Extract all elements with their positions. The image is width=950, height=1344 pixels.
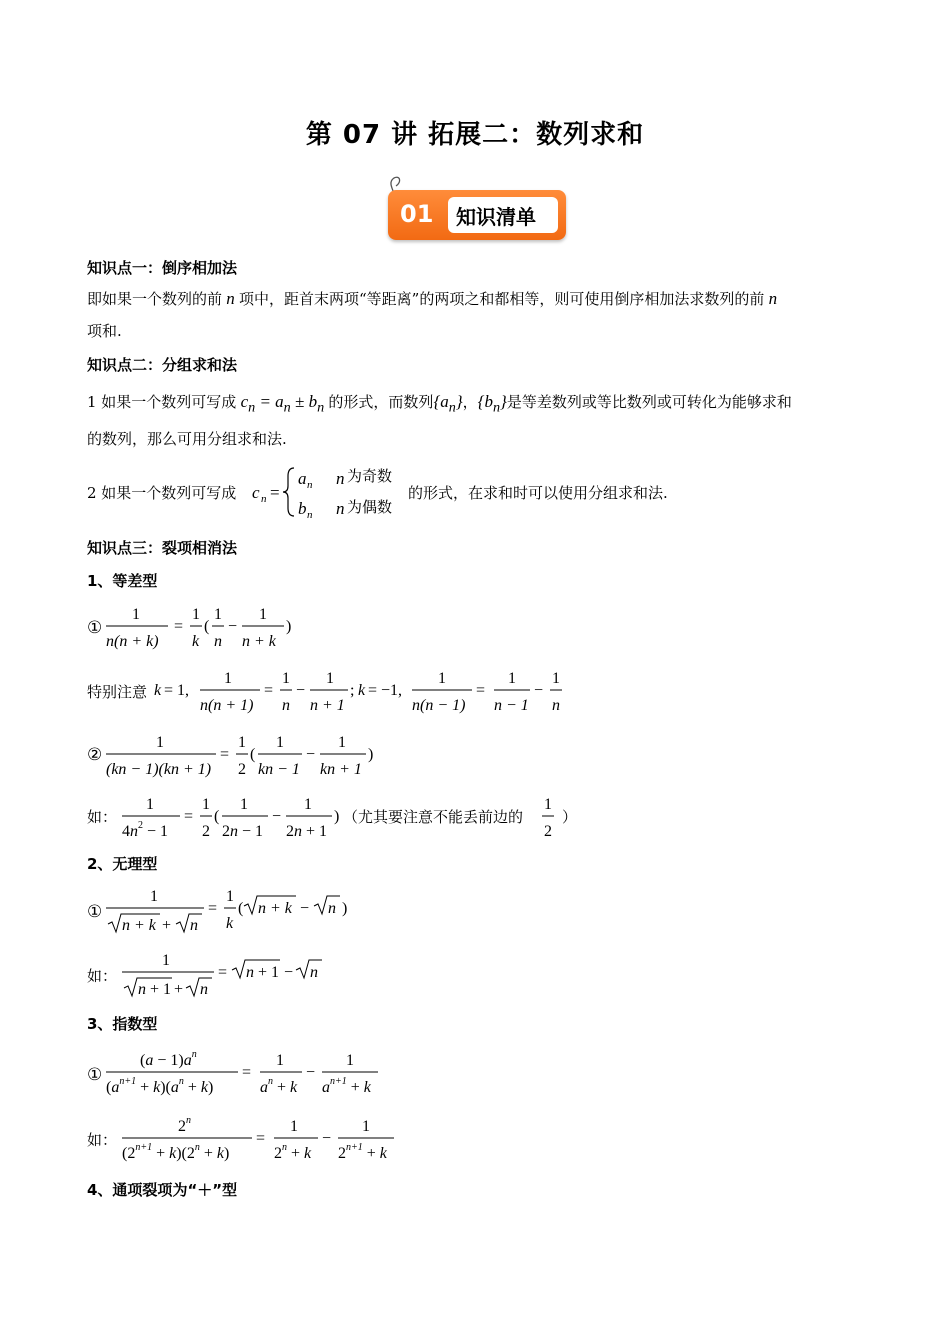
svg-text:1: 1 xyxy=(326,670,334,687)
svg-text:n: n xyxy=(261,493,267,505)
svg-text:n: n xyxy=(336,469,345,488)
marker-1: ① xyxy=(87,618,103,638)
svg-text:2: 2 xyxy=(238,761,246,778)
formula-exponential-1 xyxy=(104,1046,394,1100)
svg-text:1: 1 xyxy=(226,888,234,905)
svg-text:1: 1 xyxy=(362,1118,370,1135)
marker-1: ① xyxy=(87,1065,103,1085)
svg-text:(: ( xyxy=(238,900,244,917)
section-2-item-1 xyxy=(87,391,887,418)
svg-text:=: = xyxy=(218,964,228,981)
svg-text:1: 1 xyxy=(224,670,232,687)
svg-text:;: ; xyxy=(350,682,355,699)
svg-text:n(n + k): n(n + k) xyxy=(106,633,159,650)
svg-text:n: n xyxy=(190,917,198,934)
svg-text:=: = xyxy=(220,746,230,763)
svg-text:−: − xyxy=(300,900,310,917)
svg-text:= 1,: = 1, xyxy=(164,682,190,699)
example-prefix-1: 如： xyxy=(87,808,118,826)
subheading-plus-type: 4、通项裂项为“＋”型 xyxy=(87,1181,238,1199)
badge-number: 01 xyxy=(400,200,434,228)
svg-text:n(n − 1): n(n − 1) xyxy=(412,697,466,714)
svg-text:n: n xyxy=(307,479,313,491)
svg-text:kn − 1: kn − 1 xyxy=(258,761,300,778)
subheading-exponential: 3、指数型 xyxy=(87,1015,158,1033)
svg-text:(an+1 + k)(an + k): $(a^{n+1} + k)(a^n + k)$ xyxy=(106,1076,214,1096)
svg-text:1: 1 xyxy=(276,734,284,751)
svg-text:2n − 1: 2n − 1 xyxy=(222,823,264,840)
math-bn-set: $\{b_n\}$ xyxy=(477,392,507,416)
svg-text:1: 1 xyxy=(146,796,154,813)
svg-text:n + 1: n + 1 xyxy=(138,981,172,998)
s2-item1-part-a: 1 如果一个数列可写成 xyxy=(87,393,237,411)
s2-item1-part-c: ， xyxy=(462,393,478,411)
svg-text:n + 1: n + 1 xyxy=(310,697,345,714)
svg-text:1: 1 xyxy=(238,734,246,751)
svg-text:an+1 + k: $a^{n+1} + k$ xyxy=(322,1076,371,1096)
svg-text:1: 1 xyxy=(290,1118,298,1135)
svg-text:−: − xyxy=(296,682,306,699)
svg-text:1: 1 xyxy=(282,670,290,687)
svg-text:=: = xyxy=(174,618,184,635)
svg-text:b: b xyxy=(298,499,307,518)
s1-text-part3: 项和. xyxy=(87,322,122,340)
svg-text:1: 1 xyxy=(156,734,164,751)
svg-text:(a − 1)an: $(a - 1)a^n$ xyxy=(140,1049,197,1069)
marker-2: ② xyxy=(87,745,103,765)
svg-text:1: 1 xyxy=(202,796,210,813)
svg-text:): ) xyxy=(286,618,292,635)
s2-item1-part-b: 的形式，而数列 xyxy=(328,393,434,411)
svg-text:−: − xyxy=(306,746,316,763)
svg-text:−: − xyxy=(272,808,282,825)
svg-text:n: n xyxy=(307,509,313,521)
svg-text:= −1,: = −1, xyxy=(368,682,403,699)
svg-text:k: k xyxy=(358,682,366,699)
svg-text:n: n xyxy=(336,499,345,518)
svg-text:1: 1 xyxy=(304,796,312,813)
svg-text:kn + 1: kn + 1 xyxy=(320,761,362,778)
math-n: n xyxy=(222,289,240,308)
section-badge xyxy=(384,172,570,244)
formula-irrational-1 xyxy=(104,882,364,938)
svg-text:1: 1 xyxy=(438,670,446,687)
svg-text:1: 1 xyxy=(276,1052,284,1069)
subheading-arithmetic: 1、等差型 xyxy=(87,572,158,590)
section-heading-3: 知识点三：裂项相消法 xyxy=(87,539,238,557)
section-heading-1: 知识点一：倒序相加法 xyxy=(87,259,238,277)
svg-text:an + k: $a^n + k$ xyxy=(260,1076,298,1096)
example-prefix-3: 如： xyxy=(87,1131,118,1149)
svg-text:=: = xyxy=(476,682,486,699)
fraction-one-half xyxy=(540,790,560,842)
svg-text:c: c xyxy=(252,483,260,502)
s1-text-part1: 即如果一个数列的前 xyxy=(87,290,223,308)
svg-text:1: 1 xyxy=(508,670,516,687)
svg-text:=: = xyxy=(256,1130,266,1147)
math-n: n xyxy=(764,289,778,308)
section-1-text xyxy=(87,288,877,310)
svg-text:n + k: n + k xyxy=(122,917,156,934)
example-note-end: ） xyxy=(562,808,578,826)
subheading-irrational: 2、无理型 xyxy=(87,855,158,873)
piecewise-even-label: 为偶数 xyxy=(347,498,393,516)
svg-text:4n2 − 1: $4n^2 - 1$ xyxy=(122,820,169,840)
svg-text:n + 1: n + 1 xyxy=(246,964,280,981)
svg-text:+: + xyxy=(174,981,184,998)
svg-text:1: 1 xyxy=(552,670,560,687)
s2-item1-part-d: 是等差数列或等比数列或可转化为能够求和 xyxy=(506,393,792,411)
svg-text:1: 1 xyxy=(162,952,170,969)
svg-text:2n + k: $2^n + k$ xyxy=(274,1142,312,1162)
svg-text:1: 1 xyxy=(240,796,248,813)
svg-text:=: = xyxy=(270,483,280,502)
piecewise-odd-label: 为奇数 xyxy=(347,467,393,485)
svg-text:): ) xyxy=(342,900,348,917)
math-an-set: $\{a_n\}$ xyxy=(433,392,463,416)
svg-text:=: = xyxy=(242,1064,252,1081)
svg-text:1: 1 xyxy=(338,734,346,751)
example-prefix-2: 如： xyxy=(87,967,118,985)
svg-text:−: − xyxy=(306,1064,316,1081)
svg-text:2n+1 + k: $2^{n+1} + k$ xyxy=(338,1142,387,1162)
formula-example-3 xyxy=(120,1112,410,1166)
svg-text:−: − xyxy=(228,618,238,635)
formula-example-1 xyxy=(120,790,350,842)
svg-text:=: = xyxy=(208,900,218,917)
svg-text:(: ( xyxy=(250,746,256,763)
s2-item1-part-e: 的数列，那么可用分组求和法. xyxy=(87,430,287,448)
svg-text:1: 1 xyxy=(150,888,158,905)
svg-text:1: 1 xyxy=(544,796,552,813)
badge-label: 知识清单 xyxy=(456,205,536,229)
svg-text:+: + xyxy=(162,917,172,934)
s2-item2-part-b: 的形式，在求和时可以使用分组求和法. xyxy=(408,484,668,502)
svg-text:2n: 2$^n$ xyxy=(178,1115,191,1135)
svg-text:n: n xyxy=(552,697,560,714)
svg-text:2: 2 xyxy=(202,823,210,840)
section-heading-2: 知识点二：分组求和法 xyxy=(87,356,238,374)
svg-text:a: a xyxy=(298,469,307,488)
svg-text:1: 1 xyxy=(214,606,222,623)
svg-text:2: 2 xyxy=(544,823,552,840)
svg-text:1: 1 xyxy=(346,1052,354,1069)
svg-text:−: − xyxy=(534,682,544,699)
special-note-prefix: 特别注意 xyxy=(87,683,148,701)
marker-1: ① xyxy=(87,902,103,922)
svg-text:=: = xyxy=(184,808,194,825)
svg-text:n(n + 1): n(n + 1) xyxy=(200,697,254,714)
math-cn-expression: $c_n = a_n \pm b_n$ xyxy=(236,392,325,416)
svg-text:n: n xyxy=(310,964,318,981)
svg-text:−: − xyxy=(284,964,294,981)
formula-special-cases xyxy=(154,664,574,716)
svg-text:k: k xyxy=(192,633,200,650)
svg-text:−: − xyxy=(322,1130,332,1147)
svg-text:n: n xyxy=(328,900,336,917)
svg-text:): ) xyxy=(334,808,340,825)
svg-text:1: 1 xyxy=(192,606,200,623)
page-title: 第 07 讲 拓展二：数列求和 xyxy=(305,120,645,150)
svg-text:n + k: n + k xyxy=(242,633,276,650)
svg-text:(2n+1 + k)(2n + k): $(2^{n+1} + k)(2^n + k)$ xyxy=(122,1142,230,1162)
example-note: （尤其要注意不能丢前边的 xyxy=(343,808,524,826)
svg-text:n − 1: n − 1 xyxy=(494,697,529,714)
svg-text:=: = xyxy=(264,682,274,699)
formula-example-2 xyxy=(120,946,340,1002)
svg-text:n: n xyxy=(282,697,290,714)
svg-text:(: ( xyxy=(214,808,220,825)
svg-text:): ) xyxy=(368,746,374,763)
s1-text-part2: 项中，距首末两项“等距离”的两项之和都相等，则可使用倒序相加法求数列的前 xyxy=(239,290,765,308)
svg-text:(: ( xyxy=(204,618,210,635)
svg-text:k: k xyxy=(154,682,162,699)
svg-text:2n + 1: 2n + 1 xyxy=(286,823,328,840)
svg-text:n: n xyxy=(214,633,222,650)
svg-text:n + k: n + k xyxy=(258,900,292,917)
formula-arithmetic-2 xyxy=(104,728,384,780)
s2-item2-part-a: 2 如果一个数列可写成 xyxy=(87,484,237,502)
formula-arithmetic-1 xyxy=(104,600,304,652)
svg-text:n: n xyxy=(200,981,208,998)
svg-text:k: k xyxy=(226,915,234,932)
svg-text:1: 1 xyxy=(132,606,140,623)
svg-text:(kn − 1)(kn + 1): (kn − 1)(kn + 1) xyxy=(106,761,212,778)
svg-text:1: 1 xyxy=(259,606,267,623)
